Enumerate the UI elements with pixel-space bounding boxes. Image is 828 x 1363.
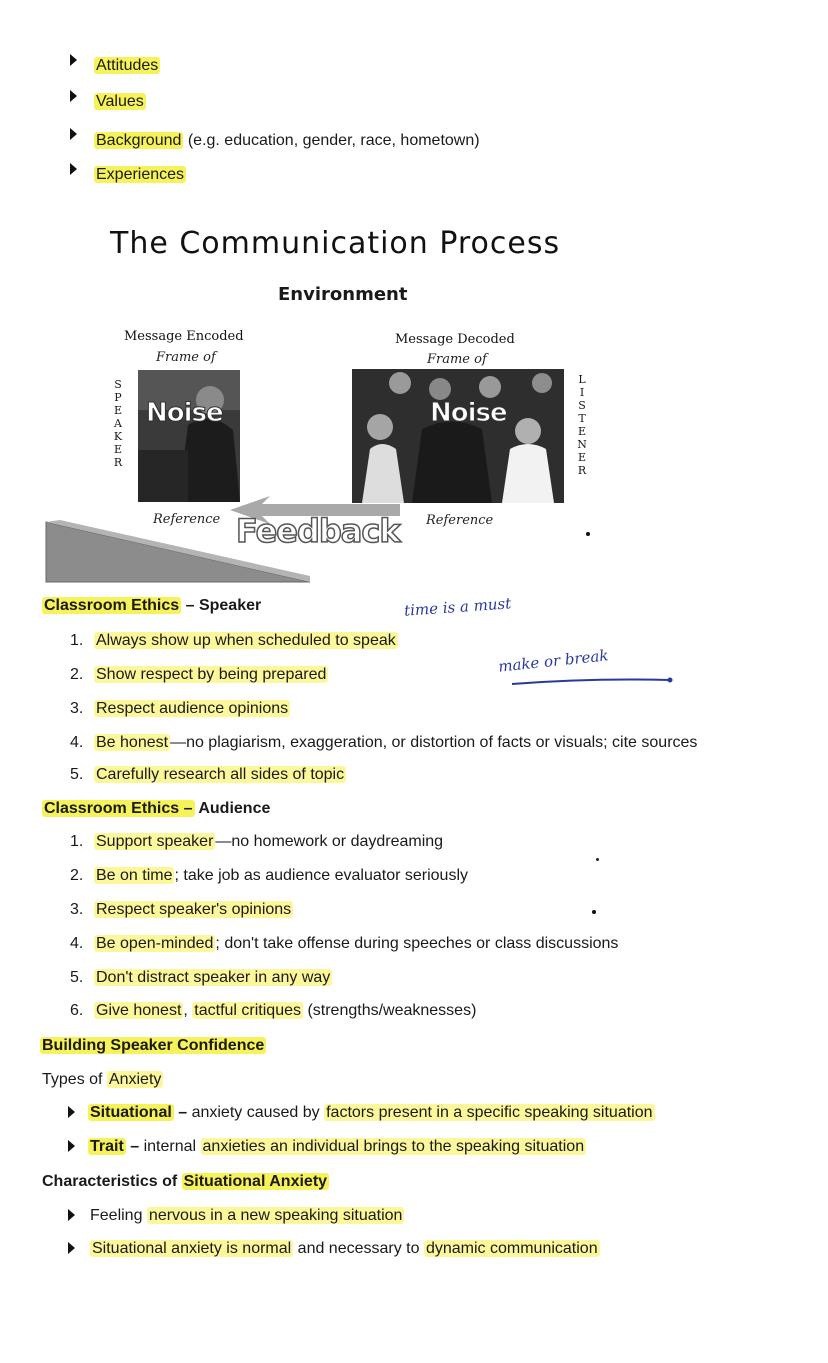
subheading: Characteristics of Situational Anxiety [42,1173,328,1190]
handwritten-underline [510,674,680,688]
list-item: Feeling nervous in a new speaking situation [90,1207,403,1224]
list-item: 6. Give honest , tactful critiques (strengths/weaknesses) [70,1002,477,1019]
list-item [94,56,160,76]
list-item: Situational anxiety is normal and necessary to dynamic communication [92,1240,598,1257]
list-item: 2. Be on time ; take job as audience evaluator seriously [70,867,468,884]
frame-of-left: Frame of [156,350,216,365]
list-item: 4. Be honest —no plagiarism, exaggeration, or distortion of facts or visuals; cite sources [70,734,698,751]
list-item: 2. Show respect by being prepared [70,666,327,683]
audience-photo-image [352,369,564,503]
handwritten-note: time is a must [403,594,512,620]
highlighted-text: Values [96,93,144,110]
list-item [94,165,186,185]
decoded-label: Message Decoded [395,332,515,347]
dot-mark [592,910,596,914]
audience-photo [352,369,564,503]
highlighted-text: Attitudes [96,57,159,74]
dot-mark [596,858,599,861]
section-heading: Classroom Ethics – Audience [44,800,271,817]
listener-vertical-label: L I S T E N E R [577,373,587,477]
section-heading: Building Speaker Confidence [42,1037,265,1054]
list-item: 3. Respect audience opinions [70,700,289,717]
speaker-photo [138,370,240,502]
feedback-label: Feedback [236,512,400,550]
reference-left: Reference [153,512,221,527]
handwritten-note: make or break [497,646,610,676]
dot-mark [586,532,590,536]
bullet-arrow-icon [70,90,77,102]
speaker-photo-image [138,370,240,502]
section-heading: Classroom Ethics – Speaker [44,597,262,614]
list-item [94,92,146,112]
subheading: Types of Anxiety [42,1071,162,1088]
frame-of-right: Frame of [427,352,487,367]
list-item: 1. Always show up when scheduled to speak [70,632,396,649]
diagram-title: The Communication Process [110,226,561,261]
environment-label: Environment [278,284,408,305]
noise-right-label: Noise [430,398,507,428]
list-item: 1. Support speaker —no homework or daydreaming [70,833,444,850]
list-item: 4. Be open-minded ; don't take offense during speeches or class discussions [70,935,619,952]
bullet-arrow-icon [70,128,77,140]
reference-right: Reference [426,513,494,528]
bullet-arrow-icon [70,54,77,66]
bullet-arrow-icon [68,1106,75,1118]
noise-left-label: Noise [146,398,223,428]
plain-text: (e.g. education, gender, race, hometown) [183,132,480,149]
highlighted-text: Background [96,132,182,149]
highlighted-text: Experiences [96,166,185,183]
speaker-vertical-label: S P E A K E R [113,378,123,469]
bullet-arrow-icon [68,1242,75,1254]
list-item: 5. Don't distract speaker in any way [70,969,331,986]
list-item: Trait – internal anxieties an individual brings to the speaking situation [90,1138,585,1155]
list-item [94,131,480,151]
list-item: 3. Respect speaker's opinions [70,901,292,918]
list-item: 5. Carefully research all sides of topic [70,766,345,783]
encoded-label: Message Encoded [124,329,244,344]
bullet-arrow-icon [70,163,77,175]
bullet-arrow-icon [68,1140,75,1152]
list-item: Situational – anxiety caused by factors present in a specific speaking situation [90,1104,653,1121]
bullet-arrow-icon [68,1209,75,1221]
